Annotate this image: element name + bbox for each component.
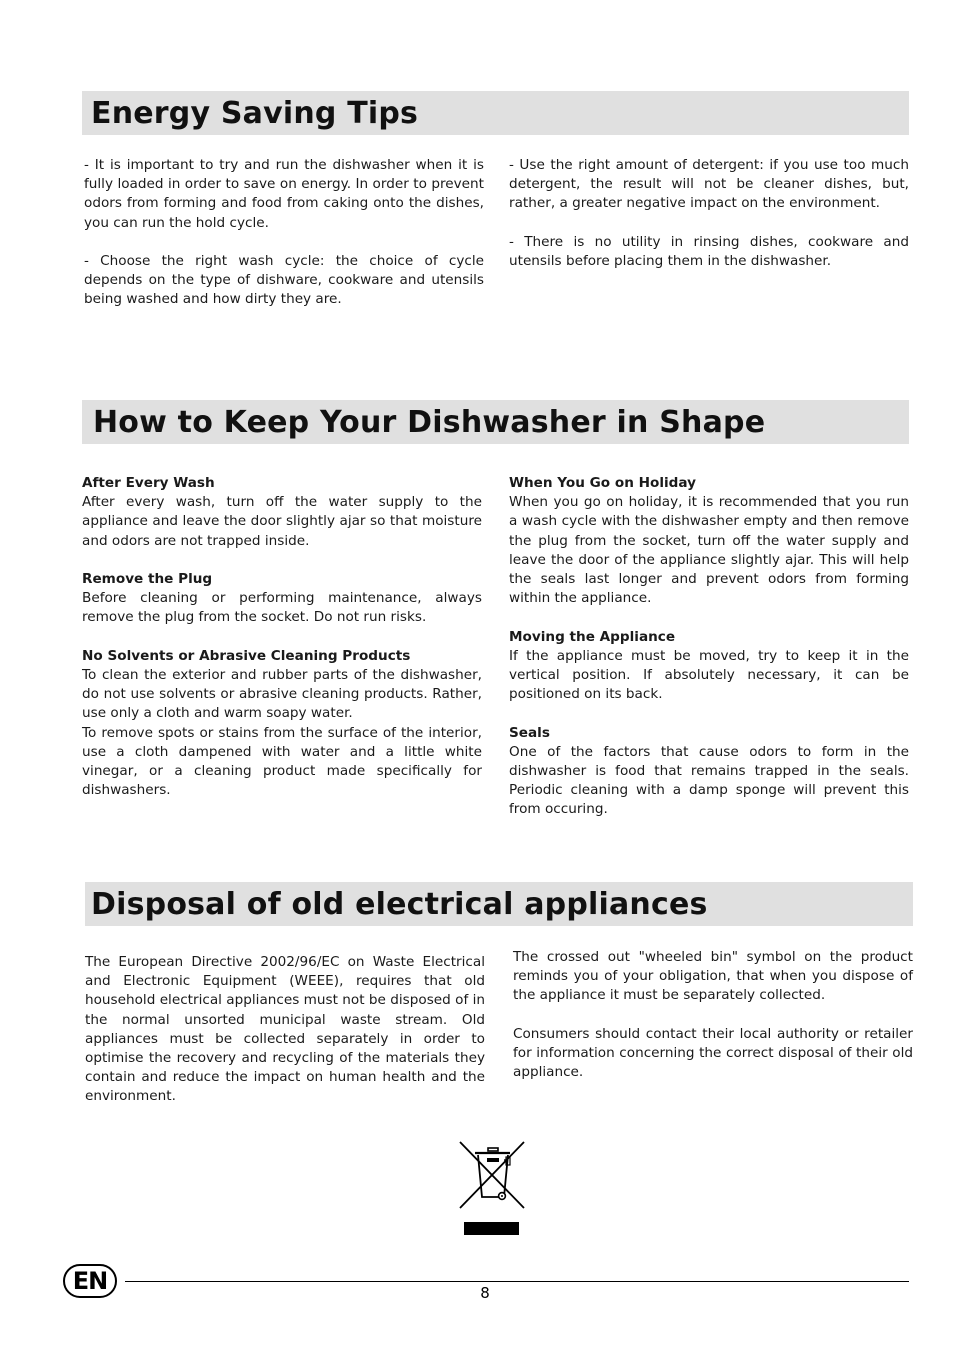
tip-text: To clean the exterior and rubber parts of the dishwasher, do not use solvents or abrasive cleaning products. Rather, use only a cloth and warm soapy water. bbox=[82, 667, 482, 722]
tip-block-seals bbox=[509, 724, 909, 820]
tip-heading: Seals bbox=[509, 724, 550, 741]
crossed-out-wheeled-bin-icon bbox=[458, 1140, 526, 1236]
tip-block-holiday bbox=[509, 474, 909, 608]
shape-section-title: How to Keep Your Dishwasher in Shape bbox=[93, 404, 766, 440]
tip-block-remove-plug bbox=[82, 570, 482, 628]
energy-tip-4: - There is no utility in rinsing dishes, cookware and utensils before placing them in the dishwasher. bbox=[509, 233, 909, 269]
tip-text: If the appliance must be moved, try to keep it in the vertical position. If absolutely necessary, it can be positioned on its back. bbox=[509, 647, 909, 703]
tip-heading: After Every Wash bbox=[82, 475, 215, 491]
shape-section-header bbox=[82, 400, 909, 444]
disposal-left-column bbox=[85, 953, 485, 1107]
tip-block-moving bbox=[509, 628, 909, 705]
energy-section-title: Energy Saving Tips bbox=[91, 95, 419, 131]
tip-heading: No Solvents or Abrasive Cleaning Products bbox=[82, 647, 411, 664]
energy-section-header bbox=[82, 91, 909, 135]
disposal-text-contact: Consumers should contact their local authority or retailer for information concerning the correct disposal of their old appliance. bbox=[513, 1025, 913, 1081]
energy-tip-2: - Choose the right wash cycle: the choice of cycle depends on the type of dishware, cookware and utensils being washed and how dirty they are. bbox=[84, 253, 484, 308]
energy-left-column bbox=[84, 156, 484, 310]
disposal-text-weee: The European Directive 2002/96/EC on Waste Electrical and Electronic Equipment (WEEE), requires that old household electrical appliances must not be disposed of in the normal unsorted municipal waste stream. Old appliances must be collected separately in order to optimise the recovery and recycling of the materials they contain and reduce the impact on human health and the environment. bbox=[85, 954, 485, 1105]
tip-heading: Remove the Plug bbox=[82, 571, 213, 587]
disposal-section-header bbox=[85, 882, 913, 926]
tip-text: When you go on holiday, it is recommended that you run a wash cycle with the dishwasher empty and then remove the plug from the socket, turn off the water supply and leave the door of the appliance slightly ajar. This will help the seals last longer and prevent odors from forming within the appliance. bbox=[509, 494, 909, 607]
tip-heading: Moving the Appliance bbox=[509, 628, 676, 645]
energy-tip-1: - It is important to try and run the dishwasher when it is fully loaded in order to save on energy. In order to prevent odors from forming and food from caking onto the dishes, you can run the hold cycle. bbox=[84, 157, 484, 231]
tip-heading: When You Go on Holiday bbox=[509, 475, 697, 491]
disposal-text-symbol: The crossed out "wheeled bin" symbol on the product reminds you of your obligation, that when you dispose of the appliance it must be separately collected. bbox=[513, 949, 913, 1004]
energy-tip-3: - Use the right amount of detergent: if you use too much detergent, the result will not be cleaner dishes, but, rather, a greater negative impact on the environment. bbox=[509, 157, 909, 212]
tip-block-after-every-wash bbox=[82, 474, 482, 551]
energy-right-column bbox=[509, 156, 909, 271]
disposal-section-title: Disposal of old electrical appliances bbox=[91, 886, 708, 922]
tip-text: Before cleaning or performing maintenance, always remove the plug from the socket. Do not run risks. bbox=[82, 590, 482, 626]
footer-divider bbox=[125, 1281, 909, 1282]
language-badge: EN bbox=[63, 1264, 117, 1298]
tip-text: After every wash, turn off the water supply to the appliance and leave the door slightly ajar so that moisture and odors are not trapped inside. bbox=[82, 494, 482, 549]
tip-text: To remove spots or stains from the surface of the interior, use a cloth dampened with water and a little white vinegar, or a cleaning product made specifically for dishwashers. bbox=[82, 724, 482, 799]
disposal-right-column bbox=[513, 948, 913, 1082]
tip-text: One of the factors that cause odors to form in the dishwasher is food that remains trapped in the seals. Periodic cleaning with a damp sponge will prevent this from occuring. bbox=[509, 743, 909, 818]
page-number: 8 bbox=[480, 1284, 490, 1302]
shape-right-column bbox=[509, 474, 909, 820]
tip-block-no-solvents bbox=[82, 647, 482, 801]
shape-left-column bbox=[82, 474, 482, 800]
